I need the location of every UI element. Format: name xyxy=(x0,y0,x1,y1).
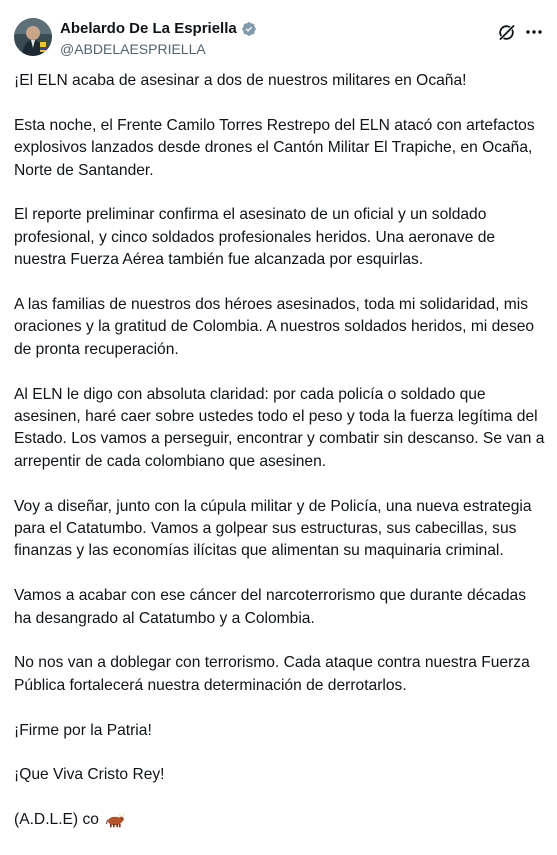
signature-text: (A.D.L.E) co xyxy=(14,811,99,829)
post-paragraph: ¡El ELN acaba de asesinar a dos de nuestros militares en Ocaña! xyxy=(14,72,467,89)
post-text xyxy=(14,70,546,832)
post-paragraph: Esta noche, el Frente Camilo Torres Restrepo del ELN atacó con artefactos explosivos lanzados desde drones el Cantón Militar El Trapiche, en Ocaña, Norte de Santander. xyxy=(14,116,535,179)
post-paragraph: A las familias de nuestros dos héroes asesinados, toda mi solidaridad, mis oraciones y la gratitud de Colombia. A nuestros soldados heridos, mi deseo de pronta recuperación. xyxy=(14,296,535,358)
verified-badge-icon[interactable] xyxy=(241,21,257,37)
handle[interactable]: @ABDELAESPRIELLA xyxy=(60,41,206,57)
post-paragraph: Al ELN le digo con absoluta claridad: por cada policía o soldado que asesinen, haré caer sobre ustedes todo el peso y toda la fuerza legítima del Estado. Los vamos a perseguir, encontrar y combatir sin descanso. Se van a arrepentir de cada colombiano que asesinen. xyxy=(14,385,545,470)
post-signature xyxy=(14,809,546,831)
user-block xyxy=(60,19,257,58)
grok-icon[interactable] xyxy=(497,22,517,42)
post-paragraph: ¡Que Viva Cristo Rey! xyxy=(14,766,165,784)
post-paragraph: No nos van a doblegar con terrorismo. Cada ataque contra nuestra Fuerza Pública fortalecerá nuestra determinación de derrotarlos. xyxy=(14,654,530,694)
post-paragraph: El reporte preliminar confirma el asesinato de un oficial y un soldado profesional, y cinco soldados profesionales heridos. Una aeronave de nuestra Fuerza Aérea también fue alcanzada por esquirlas. xyxy=(14,206,496,269)
post-paragraph: Vamos a acabar con ese cáncer del narcoterrorismo que durante décadas ha desangrado al Catatumbo y a Colombia. xyxy=(14,587,526,627)
display-name[interactable]: Abelardo De La Espriella xyxy=(60,20,237,37)
post-paragraph: ¡Firme por la Patria! xyxy=(14,721,152,739)
ox-emoji-icon xyxy=(105,812,125,828)
name-row xyxy=(60,19,257,39)
post-header xyxy=(14,18,543,62)
post-paragraph: Voy a diseñar, junto con la cúpula militar y de Policía, una nueva estrategia para el Catatumbo. Vamos a golpear sus estructuras, sus cabecillas, sus finanzas y las economías ilícitas que alimentan su maquinaria criminal. xyxy=(14,497,532,560)
avatar-image xyxy=(14,18,52,56)
more-options-icon[interactable] xyxy=(525,22,543,42)
avatar[interactable] xyxy=(14,18,52,56)
